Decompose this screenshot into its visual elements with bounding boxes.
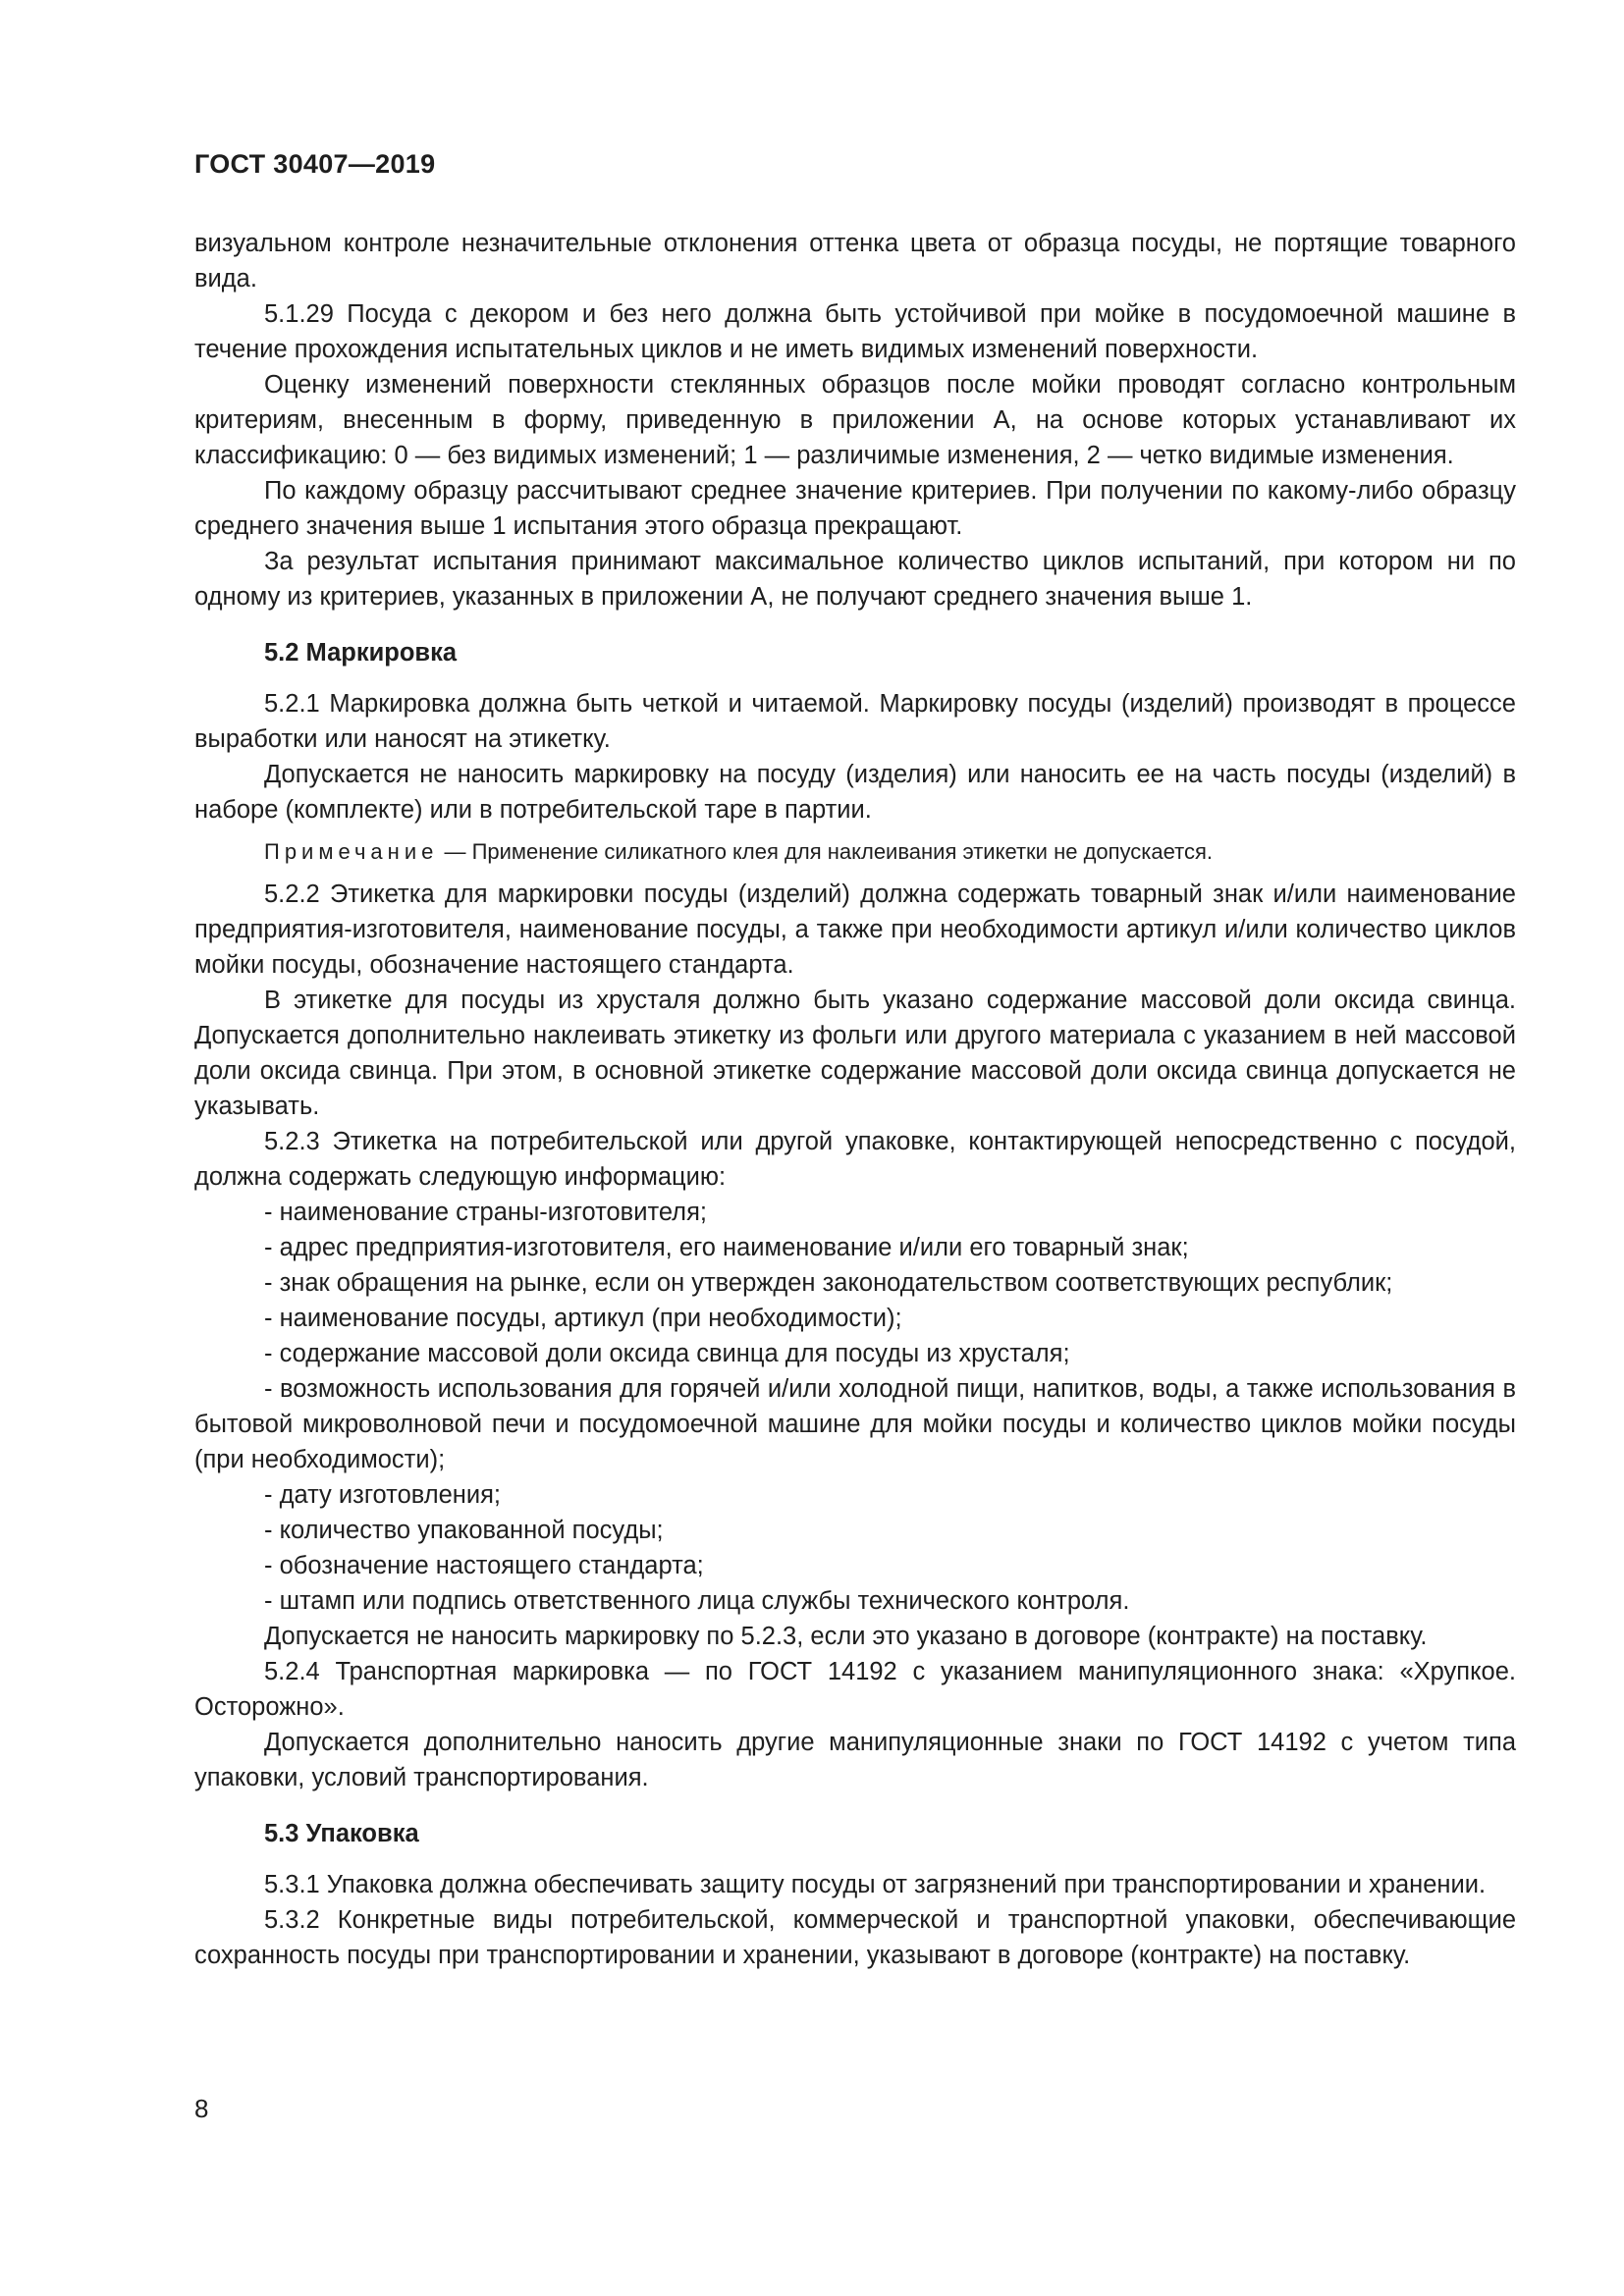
list-item: - дату изготовления; — [264, 1481, 501, 1509]
paragraph-evaluation: Оценку изменений поверхности стеклянных образцов после мойки проводят согласно контрольным критериям, внесенным в форму, приведенную в приложении А, на основе которых устанавливают их классификацию: 0 — без видимых изменений; 1 — различимые изменения, 2 — четко видимые изменения. — [194, 371, 1516, 469]
list-item: - содержание массовой доли оксида свинца для посуды из хрусталя; — [264, 1340, 1070, 1367]
paragraph-result: За результат испытания принимают максимальное количество циклов испытаний, при котором ни по одному из критериев, указанных в приложении А, не получают среднего значения выше 1. — [194, 548, 1516, 611]
paragraph-average: По каждому образцу рассчитывают среднее значение критериев. При получении по какому-либо образцу среднего значения выше 1 испытания этого образца прекращают. — [194, 477, 1516, 540]
section-heading-5-3: 5.3 Упаковка — [264, 1820, 419, 1847]
note — [194, 835, 1516, 869]
list-item: - знак обращения на рынке, если он утвержден законодательством соответствующих республик; — [264, 1269, 1393, 1297]
paragraph-crystal-label: В этикетке для посуды из хрусталя должно быть указано содержание массовой доли оксида свинца. Допускается дополнительно наклеивать этикетку из фольги или другого материала с указанием в ней массовой доли оксида свинца. При этом, в основной этикетке содержание массовой доли оксида свинца допускается не указывать. — [194, 987, 1516, 1120]
list-item: - количество упакованной посуды; — [264, 1517, 664, 1544]
list-item: - наименование страны-изготовителя; — [264, 1199, 707, 1226]
paragraph-5-2-4: 5.2.4 Транспортная маркировка — по ГОСТ 14192 с указанием манипуляционного знака: «Хрупкое. Осторожно». — [194, 1658, 1516, 1721]
paragraph-5-3-1: 5.3.1 Упаковка должна обеспечивать защиту посуды от загрязнений при транспортировании и хранении. — [264, 1871, 1487, 1898]
list-item: - возможность использования для горячей и/или холодной пищи, напитков, воды, а также использования в бытовой микроволновой печи и посудомоечной машине для мойки посуды и количество циклов мойки посуды (при необходимости); — [194, 1375, 1516, 1473]
paragraph-5-3-2: 5.3.2 Конкретные виды потребительской, коммерческой и транспортной упаковки, обеспечивающие сохранность посуды при транспортировании и хранении, указывают в договоре (контракте) на поставку. — [194, 1906, 1516, 1969]
document-code-header: ГОСТ 30407—2019 — [194, 149, 436, 179]
list-item: - обозначение настоящего стандарта; — [264, 1552, 704, 1579]
paragraph-continuation: визуальном контроле незначительные отклонения оттенка цвета от образца посуды, не портящие товарного вида. — [194, 230, 1516, 293]
list-item: - наименование посуды, артикул (при необходимости); — [264, 1305, 902, 1332]
paragraph-5-1-29: 5.1.29 Посуда с декором и без него должна быть устойчивой при мойке в посудомоечной машине в течение прохождения испытательных циклов и не иметь видимых изменений поверхности. — [194, 300, 1516, 363]
paragraph-marking-allowance: Допускается не наносить маркировку на посуду (изделия) или наносить ее на часть посуды (изделий) в наборе (комплекте) или в потребительской таре в партии. — [194, 761, 1516, 824]
note-label: Примечание — [264, 839, 439, 864]
section-heading-5-2: 5.2 Маркировка — [264, 639, 458, 667]
list-item: - штамп или подпись ответственного лица службы технического контроля. — [264, 1587, 1130, 1615]
note-text: — Применение силикатного клея для наклеивания этикетки не допускается. — [438, 839, 1214, 864]
page-number: 8 — [194, 2094, 209, 2123]
paragraph-5-2-1: 5.2.1 Маркировка должна быть четкой и читаемой. Маркировку посуды (изделий) производят в процессе выработки или наносят на этикетку. — [194, 690, 1516, 753]
list-item: - адрес предприятия-изготовителя, его наименование и/или его товарный знак; — [264, 1234, 1189, 1261]
paragraph-5-2-2: 5.2.2 Этикетка для маркировки посуды (изделий) должна содержать товарный знак и/или наименование предприятия-изготовителя, наименование посуды, а также при необходимости артикул и/или количество циклов мойки посуды, обозначение настоящего стандарта. — [194, 881, 1516, 979]
document-body — [194, 226, 1516, 1973]
paragraph-extra-signs: Допускается дополнительно наносить другие манипуляционные знаки по ГОСТ 14192 с учетом типа упаковки, условий транспортирования. — [194, 1729, 1516, 1791]
paragraph-no-marking: Допускается не наносить маркировку по 5.2.3, если это указано в договоре (контракте) на поставку. — [264, 1623, 1428, 1650]
paragraph-5-2-3: 5.2.3 Этикетка на потребительской или другой упаковке, контактирующей непосредственно с посудой, должна содержать следующую информацию: — [194, 1128, 1516, 1191]
